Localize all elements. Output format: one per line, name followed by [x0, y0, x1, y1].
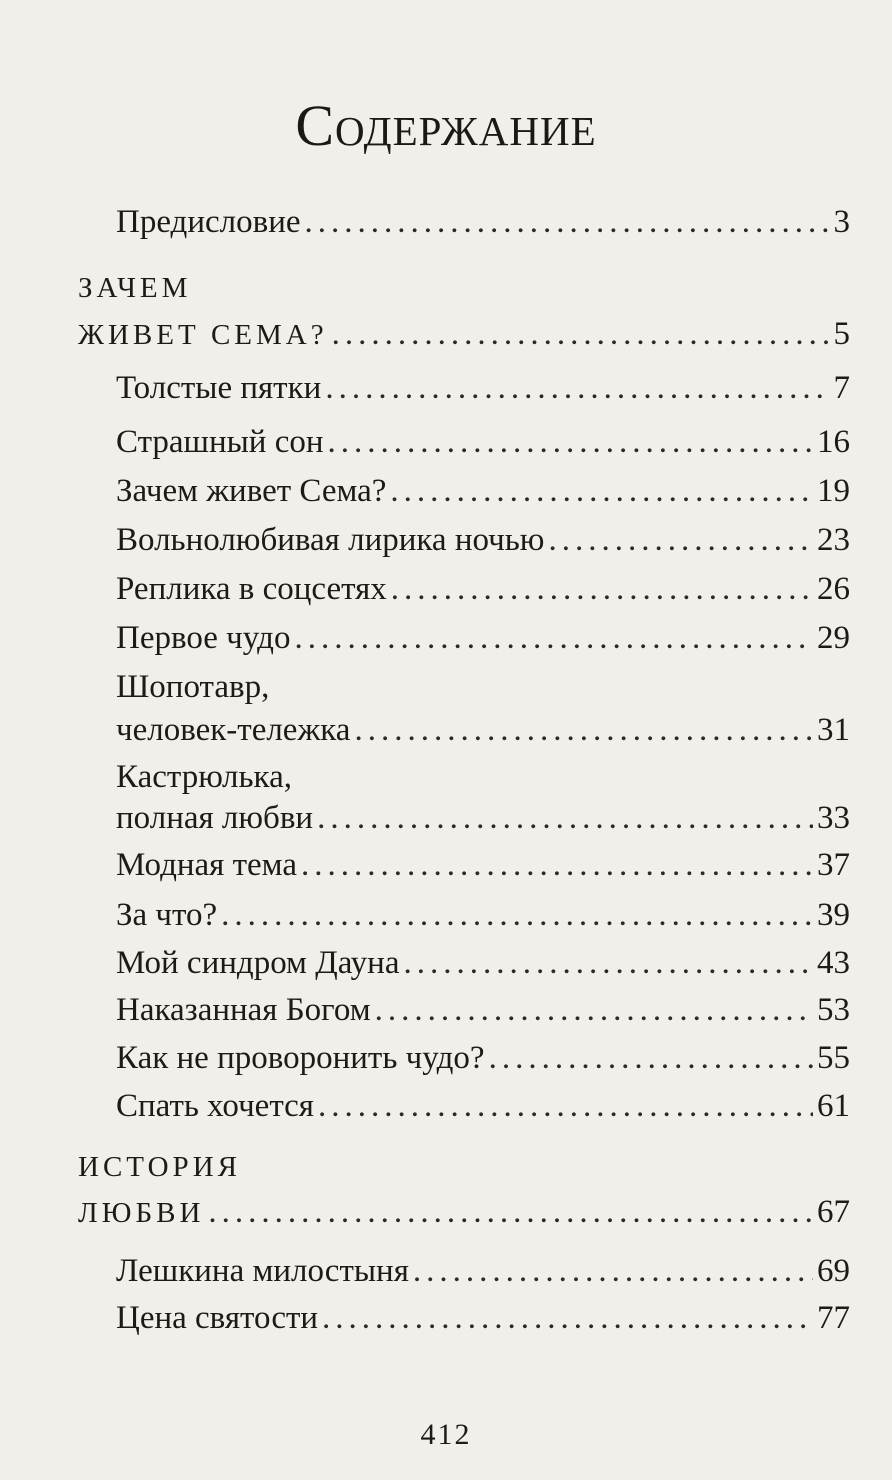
toc-entry-label: Предисловие	[116, 204, 301, 240]
toc-entry-label: Как не проворонить чудо?	[116, 1040, 485, 1076]
leader-dots	[208, 1192, 813, 1232]
toc-entry	[116, 710, 850, 750]
toc-entry-label: Лешкина милостыня	[116, 1253, 409, 1289]
toc-entry-page: 29	[817, 620, 850, 656]
toc-entry-label: Страшный сон	[116, 424, 324, 460]
section-heading-line: ЗАЧЕМ	[78, 272, 192, 304]
leader-dots	[294, 618, 813, 658]
toc-entry-label: Зачем живет Сема?	[116, 473, 387, 509]
page-number: 412	[420, 1418, 472, 1451]
toc-entry-label: Толстые пятки	[116, 370, 322, 406]
toc-entry-label: Цена святости	[116, 1300, 319, 1336]
toc-entry-page: 33	[817, 800, 850, 836]
leader-dots	[403, 943, 813, 983]
toc-entry	[116, 990, 850, 1030]
leader-dots	[375, 990, 813, 1030]
leader-dots	[221, 895, 813, 935]
toc-entry	[116, 1251, 850, 1291]
toc-entry-page: 7	[833, 370, 850, 406]
section-heading-line: ИСТОРИЯ	[78, 1151, 241, 1183]
toc-entry-page: 31	[817, 712, 850, 748]
toc-entry-preface	[116, 202, 850, 242]
leader-dots	[390, 471, 813, 511]
toc-entry-line: Кастрюлька,	[116, 759, 292, 795]
toc-entry	[116, 943, 850, 983]
toc-entry	[116, 1038, 850, 1078]
toc-entry-label: человек-тележка	[116, 712, 351, 748]
toc-entry-label: Реплика в соцсетях	[116, 571, 387, 607]
leader-dots	[322, 1298, 813, 1338]
leader-dots	[325, 368, 829, 408]
toc-entry-label: Модная тема	[116, 847, 297, 883]
toc-entry	[116, 471, 850, 511]
toc-entry	[116, 368, 850, 408]
toc-entry-page: 43	[817, 945, 850, 981]
toc-section-heading	[78, 314, 850, 355]
leader-dots	[413, 1251, 813, 1291]
toc-entry	[116, 569, 850, 609]
toc-section-heading	[78, 1192, 850, 1233]
leader-dots	[301, 845, 813, 885]
toc-entry	[116, 1086, 850, 1126]
toc-entry-label: полная любви	[116, 800, 314, 836]
toc-entry-page: 55	[817, 1040, 850, 1076]
leader-dots	[548, 520, 813, 560]
leader-dots	[305, 202, 830, 242]
leader-dots	[489, 1038, 813, 1078]
toc-entry-page: 37	[817, 847, 850, 883]
toc-entry	[116, 422, 850, 462]
toc-entry	[116, 798, 850, 838]
leader-dots	[354, 710, 813, 750]
leader-dots	[328, 422, 813, 462]
leader-dots	[317, 798, 813, 838]
toc-entry-page: 39	[817, 897, 850, 933]
leader-dots	[318, 1086, 813, 1126]
toc-entry-label: Спать хочется	[116, 1088, 314, 1124]
toc-entry-label: ЛЮБВИ	[78, 1197, 205, 1229]
toc-entry-page: 16	[817, 424, 850, 460]
toc-entry	[116, 618, 850, 658]
page-title: Содержание	[295, 93, 597, 158]
toc-entry-line: Шопотавр,	[116, 669, 270, 705]
toc-entry	[116, 895, 850, 935]
toc-entry-page: 61	[817, 1088, 850, 1124]
toc-entry-label: Вольнолюбивая лирика ночью	[116, 522, 545, 558]
leader-dots	[332, 314, 830, 354]
toc-entry-label: Мой синдром Дауна	[116, 945, 400, 981]
toc-entry-page: 26	[817, 571, 850, 607]
leader-dots	[391, 569, 813, 609]
toc-entry-page: 19	[817, 473, 850, 509]
toc-entry-page: 69	[817, 1253, 850, 1289]
toc-entry-page: 3	[833, 204, 850, 240]
toc-entry-label: Наказанная Богом	[116, 992, 371, 1028]
toc-entry-page: 67	[817, 1194, 850, 1230]
toc-entry-page: 53	[817, 992, 850, 1028]
toc-entry	[116, 520, 850, 560]
toc-entry-label: За что?	[116, 897, 218, 933]
toc-entry-label: Первое чудо	[116, 620, 291, 656]
toc-entry	[116, 1298, 850, 1338]
toc-entry-page: 5	[833, 316, 850, 352]
toc-entry	[116, 845, 850, 885]
toc-entry-label: ЖИВЕТ СЕМА?	[78, 319, 328, 351]
toc-entry-page: 23	[817, 522, 850, 558]
toc-entry-page: 77	[817, 1300, 850, 1336]
